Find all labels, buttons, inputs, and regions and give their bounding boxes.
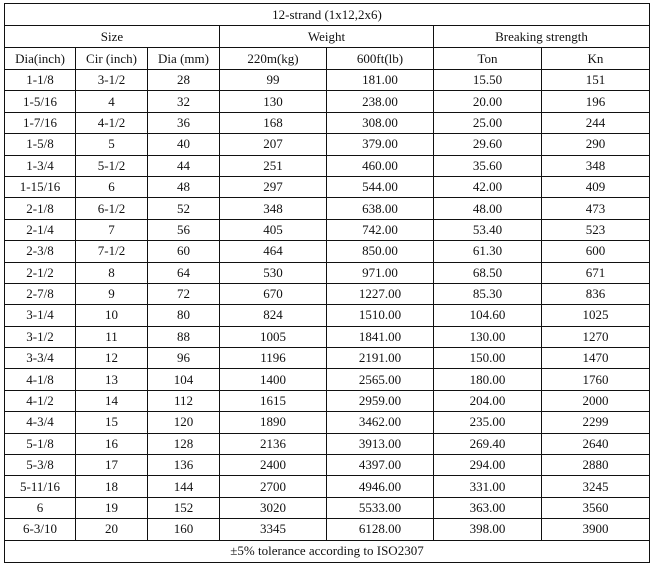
cell-ton: 20.00 bbox=[434, 91, 542, 112]
cell-kn: 1025 bbox=[542, 305, 650, 326]
group-header-size: Size bbox=[5, 26, 220, 48]
cell-dia-inch: 4-1/2 bbox=[5, 390, 76, 411]
cell-cir-inch: 7-1/2 bbox=[76, 241, 148, 262]
table-row bbox=[5, 305, 650, 326]
cell-ton: 48.00 bbox=[434, 198, 542, 219]
table-row bbox=[5, 497, 650, 518]
cell-dia-inch: 6 bbox=[5, 497, 76, 518]
group-header-breaking-strength: Breaking strength bbox=[434, 26, 650, 48]
cell-kn: 244 bbox=[542, 112, 650, 133]
cell-cir-inch: 8 bbox=[76, 262, 148, 283]
cell-dia-inch: 5-3/8 bbox=[5, 455, 76, 476]
cell-kn: 1270 bbox=[542, 326, 650, 347]
cell-weight-lb: 2565.00 bbox=[327, 369, 434, 390]
cell-weight-kg: 251 bbox=[220, 155, 327, 176]
cell-weight-kg: 530 bbox=[220, 262, 327, 283]
cell-kn: 671 bbox=[542, 262, 650, 283]
cell-dia-inch: 1-15/16 bbox=[5, 176, 76, 197]
table-row bbox=[5, 476, 650, 497]
cell-dia-mm: 60 bbox=[148, 241, 220, 262]
cell-weight-lb: 181.00 bbox=[327, 70, 434, 91]
table-row bbox=[5, 519, 650, 540]
cell-dia-mm: 36 bbox=[148, 112, 220, 133]
cell-weight-kg: 168 bbox=[220, 112, 327, 133]
cell-weight-kg: 130 bbox=[220, 91, 327, 112]
table-row bbox=[5, 369, 650, 390]
cell-cir-inch: 14 bbox=[76, 390, 148, 411]
cell-cir-inch: 17 bbox=[76, 455, 148, 476]
cell-weight-lb: 238.00 bbox=[327, 91, 434, 112]
cell-dia-inch: 4-1/8 bbox=[5, 369, 76, 390]
cell-ton: 68.50 bbox=[434, 262, 542, 283]
cell-dia-inch: 1-5/8 bbox=[5, 134, 76, 155]
cell-dia-mm: 28 bbox=[148, 70, 220, 91]
cell-ton: 294.00 bbox=[434, 455, 542, 476]
cell-dia-mm: 144 bbox=[148, 476, 220, 497]
cell-weight-kg: 2400 bbox=[220, 455, 327, 476]
cell-cir-inch: 6 bbox=[76, 176, 148, 197]
rope-spec-table bbox=[4, 3, 650, 563]
cell-cir-inch: 3-1/2 bbox=[76, 70, 148, 91]
table-row bbox=[5, 219, 650, 240]
cell-dia-mm: 32 bbox=[148, 91, 220, 112]
cell-weight-lb: 742.00 bbox=[327, 219, 434, 240]
cell-dia-inch: 1-5/16 bbox=[5, 91, 76, 112]
column-header-kn: Kn bbox=[542, 48, 650, 70]
cell-cir-inch: 18 bbox=[76, 476, 148, 497]
cell-weight-kg: 2136 bbox=[220, 433, 327, 454]
cell-cir-inch: 20 bbox=[76, 519, 148, 540]
cell-dia-mm: 44 bbox=[148, 155, 220, 176]
cell-weight-lb: 6128.00 bbox=[327, 519, 434, 540]
table-row bbox=[5, 262, 650, 283]
cell-weight-kg: 1890 bbox=[220, 412, 327, 433]
table-row bbox=[5, 91, 650, 112]
cell-weight-lb: 1227.00 bbox=[327, 283, 434, 304]
cell-dia-mm: 120 bbox=[148, 412, 220, 433]
cell-cir-inch: 4 bbox=[76, 91, 148, 112]
table-body bbox=[5, 70, 650, 541]
cell-ton: 61.30 bbox=[434, 241, 542, 262]
cell-ton: 180.00 bbox=[434, 369, 542, 390]
cell-weight-lb: 1841.00 bbox=[327, 326, 434, 347]
cell-cir-inch: 4-1/2 bbox=[76, 112, 148, 133]
column-header-dia-mm: Dia (mm) bbox=[148, 48, 220, 70]
cell-dia-inch: 1-7/16 bbox=[5, 112, 76, 133]
cell-dia-mm: 88 bbox=[148, 326, 220, 347]
cell-weight-kg: 99 bbox=[220, 70, 327, 91]
cell-ton: 130.00 bbox=[434, 326, 542, 347]
table-row bbox=[5, 155, 650, 176]
table-title: 12-strand (1x12,2x6) bbox=[5, 4, 650, 26]
cell-dia-mm: 56 bbox=[148, 219, 220, 240]
cell-dia-inch: 2-7/8 bbox=[5, 283, 76, 304]
cell-weight-kg: 1005 bbox=[220, 326, 327, 347]
cell-dia-inch: 5-11/16 bbox=[5, 476, 76, 497]
cell-weight-kg: 1615 bbox=[220, 390, 327, 411]
cell-weight-lb: 638.00 bbox=[327, 198, 434, 219]
cell-ton: 35.60 bbox=[434, 155, 542, 176]
cell-cir-inch: 6-1/2 bbox=[76, 198, 148, 219]
table-row bbox=[5, 326, 650, 347]
table-row bbox=[5, 176, 650, 197]
cell-cir-inch: 12 bbox=[76, 348, 148, 369]
cell-weight-kg: 1196 bbox=[220, 348, 327, 369]
column-header-ton: Ton bbox=[434, 48, 542, 70]
cell-dia-inch: 3-1/4 bbox=[5, 305, 76, 326]
cell-kn: 1760 bbox=[542, 369, 650, 390]
group-header-weight: Weight bbox=[220, 26, 434, 48]
cell-ton: 29.60 bbox=[434, 134, 542, 155]
cell-dia-mm: 160 bbox=[148, 519, 220, 540]
cell-dia-mm: 40 bbox=[148, 134, 220, 155]
cell-dia-mm: 128 bbox=[148, 433, 220, 454]
cell-kn: 290 bbox=[542, 134, 650, 155]
cell-weight-kg: 2700 bbox=[220, 476, 327, 497]
cell-weight-lb: 4397.00 bbox=[327, 455, 434, 476]
cell-weight-lb: 2191.00 bbox=[327, 348, 434, 369]
cell-dia-inch: 2-1/8 bbox=[5, 198, 76, 219]
cell-dia-inch: 1-3/4 bbox=[5, 155, 76, 176]
cell-cir-inch: 11 bbox=[76, 326, 148, 347]
cell-weight-kg: 405 bbox=[220, 219, 327, 240]
cell-ton: 15.50 bbox=[434, 70, 542, 91]
cell-kn: 600 bbox=[542, 241, 650, 262]
column-header-weight-lb: 600ft(lb) bbox=[327, 48, 434, 70]
cell-dia-inch: 2-1/2 bbox=[5, 262, 76, 283]
cell-weight-lb: 379.00 bbox=[327, 134, 434, 155]
cell-weight-lb: 308.00 bbox=[327, 112, 434, 133]
cell-dia-inch: 1-1/8 bbox=[5, 70, 76, 91]
cell-kn: 2299 bbox=[542, 412, 650, 433]
cell-kn: 1470 bbox=[542, 348, 650, 369]
cell-ton: 42.00 bbox=[434, 176, 542, 197]
table-row bbox=[5, 241, 650, 262]
cell-weight-kg: 670 bbox=[220, 283, 327, 304]
cell-kn: 2000 bbox=[542, 390, 650, 411]
cell-cir-inch: 13 bbox=[76, 369, 148, 390]
cell-dia-mm: 80 bbox=[148, 305, 220, 326]
cell-dia-inch: 2-3/8 bbox=[5, 241, 76, 262]
cell-kn: 2880 bbox=[542, 455, 650, 476]
cell-weight-kg: 348 bbox=[220, 198, 327, 219]
cell-dia-mm: 152 bbox=[148, 497, 220, 518]
cell-weight-kg: 3020 bbox=[220, 497, 327, 518]
cell-cir-inch: 16 bbox=[76, 433, 148, 454]
cell-ton: 269.40 bbox=[434, 433, 542, 454]
cell-dia-mm: 64 bbox=[148, 262, 220, 283]
cell-dia-mm: 72 bbox=[148, 283, 220, 304]
cell-kn: 523 bbox=[542, 219, 650, 240]
cell-cir-inch: 5-1/2 bbox=[76, 155, 148, 176]
cell-kn: 473 bbox=[542, 198, 650, 219]
cell-dia-mm: 136 bbox=[148, 455, 220, 476]
cell-weight-lb: 3462.00 bbox=[327, 412, 434, 433]
table-row bbox=[5, 433, 650, 454]
cell-kn: 2640 bbox=[542, 433, 650, 454]
cell-weight-kg: 207 bbox=[220, 134, 327, 155]
cell-ton: 398.00 bbox=[434, 519, 542, 540]
cell-cir-inch: 15 bbox=[76, 412, 148, 433]
table-row bbox=[5, 348, 650, 369]
cell-weight-lb: 460.00 bbox=[327, 155, 434, 176]
cell-weight-lb: 1510.00 bbox=[327, 305, 434, 326]
cell-kn: 348 bbox=[542, 155, 650, 176]
cell-dia-inch: 3-1/2 bbox=[5, 326, 76, 347]
cell-ton: 204.00 bbox=[434, 390, 542, 411]
cell-dia-mm: 48 bbox=[148, 176, 220, 197]
cell-kn: 836 bbox=[542, 283, 650, 304]
cell-weight-lb: 544.00 bbox=[327, 176, 434, 197]
cell-cir-inch: 19 bbox=[76, 497, 148, 518]
table-row bbox=[5, 283, 650, 304]
cell-ton: 25.00 bbox=[434, 112, 542, 133]
cell-weight-lb: 850.00 bbox=[327, 241, 434, 262]
cell-dia-inch: 4-3/4 bbox=[5, 412, 76, 433]
cell-dia-mm: 52 bbox=[148, 198, 220, 219]
cell-kn: 409 bbox=[542, 176, 650, 197]
table-row bbox=[5, 412, 650, 433]
cell-ton: 331.00 bbox=[434, 476, 542, 497]
cell-ton: 53.40 bbox=[434, 219, 542, 240]
cell-ton: 85.30 bbox=[434, 283, 542, 304]
cell-dia-inch: 3-3/4 bbox=[5, 348, 76, 369]
cell-dia-inch: 2-1/4 bbox=[5, 219, 76, 240]
cell-weight-lb: 971.00 bbox=[327, 262, 434, 283]
cell-weight-kg: 824 bbox=[220, 305, 327, 326]
cell-kn: 3900 bbox=[542, 519, 650, 540]
cell-cir-inch: 9 bbox=[76, 283, 148, 304]
cell-dia-mm: 96 bbox=[148, 348, 220, 369]
table-row bbox=[5, 390, 650, 411]
cell-weight-lb: 3913.00 bbox=[327, 433, 434, 454]
table-row bbox=[5, 134, 650, 155]
table-row bbox=[5, 455, 650, 476]
cell-weight-kg: 1400 bbox=[220, 369, 327, 390]
column-header-weight-kg: 220m(kg) bbox=[220, 48, 327, 70]
cell-cir-inch: 10 bbox=[76, 305, 148, 326]
cell-cir-inch: 7 bbox=[76, 219, 148, 240]
cell-weight-lb: 5533.00 bbox=[327, 497, 434, 518]
cell-dia-inch: 5-1/8 bbox=[5, 433, 76, 454]
cell-dia-inch: 6-3/10 bbox=[5, 519, 76, 540]
cell-dia-mm: 112 bbox=[148, 390, 220, 411]
cell-ton: 235.00 bbox=[434, 412, 542, 433]
cell-weight-lb: 2959.00 bbox=[327, 390, 434, 411]
table-row bbox=[5, 198, 650, 219]
cell-weight-kg: 3345 bbox=[220, 519, 327, 540]
cell-weight-kg: 297 bbox=[220, 176, 327, 197]
table-row bbox=[5, 112, 650, 133]
cell-weight-kg: 464 bbox=[220, 241, 327, 262]
cell-ton: 104.60 bbox=[434, 305, 542, 326]
cell-cir-inch: 5 bbox=[76, 134, 148, 155]
cell-ton: 363.00 bbox=[434, 497, 542, 518]
cell-dia-mm: 104 bbox=[148, 369, 220, 390]
table-row bbox=[5, 70, 650, 91]
cell-kn: 3560 bbox=[542, 497, 650, 518]
cell-kn: 151 bbox=[542, 70, 650, 91]
tolerance-note: ±5% tolerance according to ISO2307 bbox=[5, 540, 650, 562]
cell-ton: 150.00 bbox=[434, 348, 542, 369]
cell-weight-lb: 4946.00 bbox=[327, 476, 434, 497]
column-header-cir-inch: Cir (inch) bbox=[76, 48, 148, 70]
cell-kn: 196 bbox=[542, 91, 650, 112]
cell-kn: 3245 bbox=[542, 476, 650, 497]
column-header-dia-inch: Dia(inch) bbox=[5, 48, 76, 70]
